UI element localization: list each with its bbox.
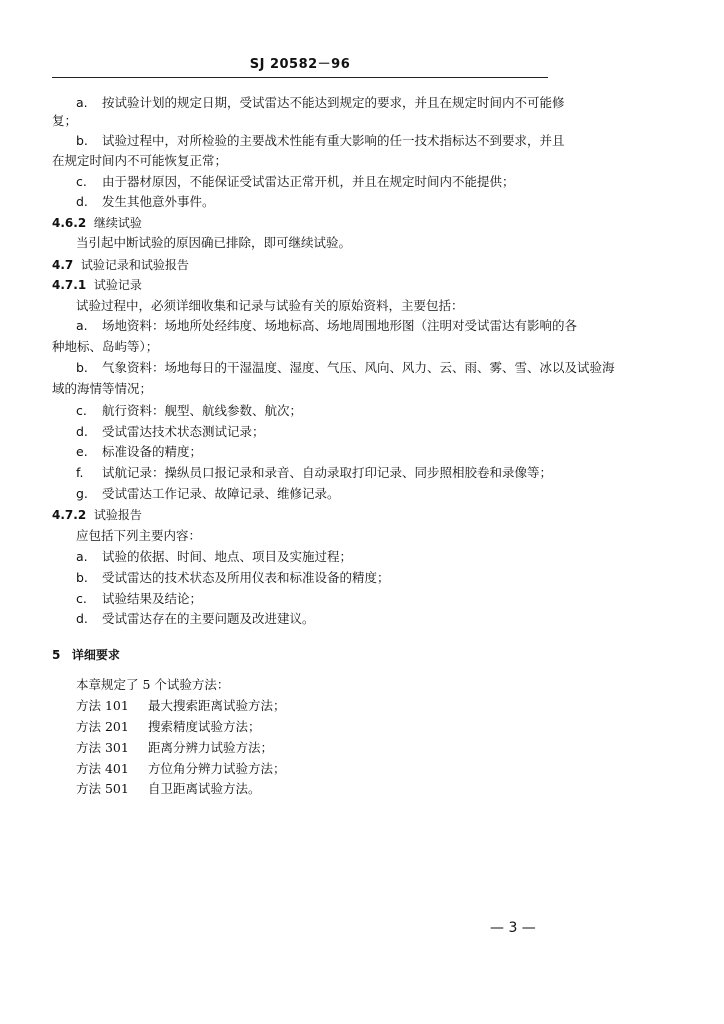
section-number: 4.7.1 [52, 278, 87, 292]
method-row [76, 781, 261, 797]
method-name: 距离分辨力试验方法； [148, 740, 274, 755]
method-row [76, 740, 273, 756]
section-title: 试验记录和试验报告 [80, 258, 189, 272]
item-text: 试航记录：操纵员口报记录和录音、自动录取打印记录、同步照相胶卷和录像等； [102, 465, 553, 480]
item-text: 受试雷达工作记录、故障记录、维修记录。 [102, 486, 340, 501]
list-item-continuation: 复； [52, 113, 78, 128]
item-text: 受试雷达存在的主要问题及改进建议。 [102, 611, 315, 626]
section-title: 详细要求 [71, 648, 120, 662]
section-heading [52, 507, 142, 523]
list-item [76, 360, 615, 376]
section-title: 试验记录 [93, 278, 142, 292]
list-item [76, 194, 215, 210]
page-number: — 3 — [490, 920, 536, 936]
list-item [76, 465, 552, 481]
section-heading [52, 257, 189, 273]
item-marker: c. [76, 403, 87, 418]
item-marker: d. [76, 611, 88, 626]
section-title: 继续试验 [93, 216, 142, 230]
item-text: 试验结果及结论； [102, 591, 203, 606]
method-row [76, 719, 261, 735]
item-marker: d. [76, 194, 88, 209]
item-text: 场地资料：场地所处经纬度、场地标高、场地周围地形图（注明对受试雷达有影响的各 [102, 318, 578, 333]
method-label: 方法 501 [76, 781, 129, 796]
list-item [76, 174, 515, 190]
item-marker: b. [76, 360, 88, 375]
section-number: 4.7 [52, 258, 74, 272]
method-label: 方法 401 [76, 761, 129, 776]
item-marker: a. [76, 95, 88, 110]
method-label: 方法 101 [76, 698, 129, 713]
item-marker: f. [76, 465, 84, 480]
list-item [76, 95, 565, 111]
list-item-continuation: 种地标、岛屿等）； [52, 339, 159, 354]
method-row [76, 698, 286, 714]
list-item [76, 611, 315, 627]
paragraph: 应包括下列主要内容： [76, 528, 202, 543]
section-number: 5 [52, 648, 61, 662]
standard-code: SJ 20582－96 [249, 57, 351, 72]
item-text: 发生其他意外事件。 [102, 194, 215, 209]
list-item [76, 549, 352, 565]
item-text: 标准设备的精度； [102, 444, 203, 459]
section-number: 4.6.2 [52, 216, 87, 230]
item-text: 试验过程中，对所检验的主要战术性能有重大影响的任一技术指标达不到要求，并且 [102, 133, 565, 148]
section-heading [52, 647, 120, 663]
method-name: 自卫距离试验方法。 [148, 781, 261, 796]
paragraph: 试验过程中，必须详细收集和记录与试验有关的原始资料，主要包括： [76, 298, 464, 313]
list-item [76, 318, 577, 334]
section-title: 试验报告 [93, 508, 142, 522]
method-name: 最大搜索距离试验方法； [148, 698, 286, 713]
list-item [76, 403, 302, 419]
item-text: 气象资料：场地每日的干湿温度、湿度、气压、风向、风力、云、雨、雾、雪、冰以及试验海 [102, 360, 615, 375]
list-item [76, 133, 565, 149]
list-item [76, 424, 265, 440]
item-marker: d. [76, 424, 88, 439]
item-text: 受试雷达的技术状态及所用仪表和标准设备的精度； [102, 570, 390, 585]
item-text: 受试雷达技术状态测试记录； [102, 424, 265, 439]
section-heading [52, 277, 142, 293]
method-label: 方法 201 [76, 719, 129, 734]
list-item-continuation: 在规定时间内不可能恢复正常； [52, 153, 228, 168]
item-marker: c. [76, 174, 87, 189]
item-marker: c. [76, 591, 87, 606]
item-marker: a. [76, 318, 88, 333]
item-text: 航行资料：舰型、航线参数、航次； [102, 403, 303, 418]
item-marker: b. [76, 570, 88, 585]
item-marker: b. [76, 133, 88, 148]
list-item [76, 486, 340, 502]
method-row [76, 761, 286, 777]
item-text: 按试验计划的规定日期，受试雷达不能达到规定的要求，并且在规定时间内不可能修 [102, 95, 565, 110]
section-number: 4.7.2 [52, 508, 87, 522]
list-item [76, 444, 202, 460]
item-text: 试验的依据、时间、地点、项目及实施过程； [102, 549, 353, 564]
item-marker: e. [76, 444, 88, 459]
page-header [52, 53, 548, 78]
item-marker: g. [76, 486, 88, 501]
method-name: 搜索精度试验方法； [148, 719, 261, 734]
method-label: 方法 301 [76, 740, 129, 755]
section-heading [52, 215, 142, 231]
method-name: 方位角分辨力试验方法； [148, 761, 286, 776]
paragraph: 本章规定了 5 个试验方法： [76, 677, 230, 692]
list-item [76, 570, 390, 586]
list-item-continuation: 域的海情等情况； [52, 381, 153, 396]
paragraph: 当引起中断试验的原因确已排除，即可继续试验。 [76, 235, 352, 250]
list-item [76, 591, 202, 607]
item-marker: a. [76, 549, 88, 564]
item-text: 由于器材原因，不能保证受试雷达正常开机，并且在规定时间内不能提供； [102, 174, 515, 189]
